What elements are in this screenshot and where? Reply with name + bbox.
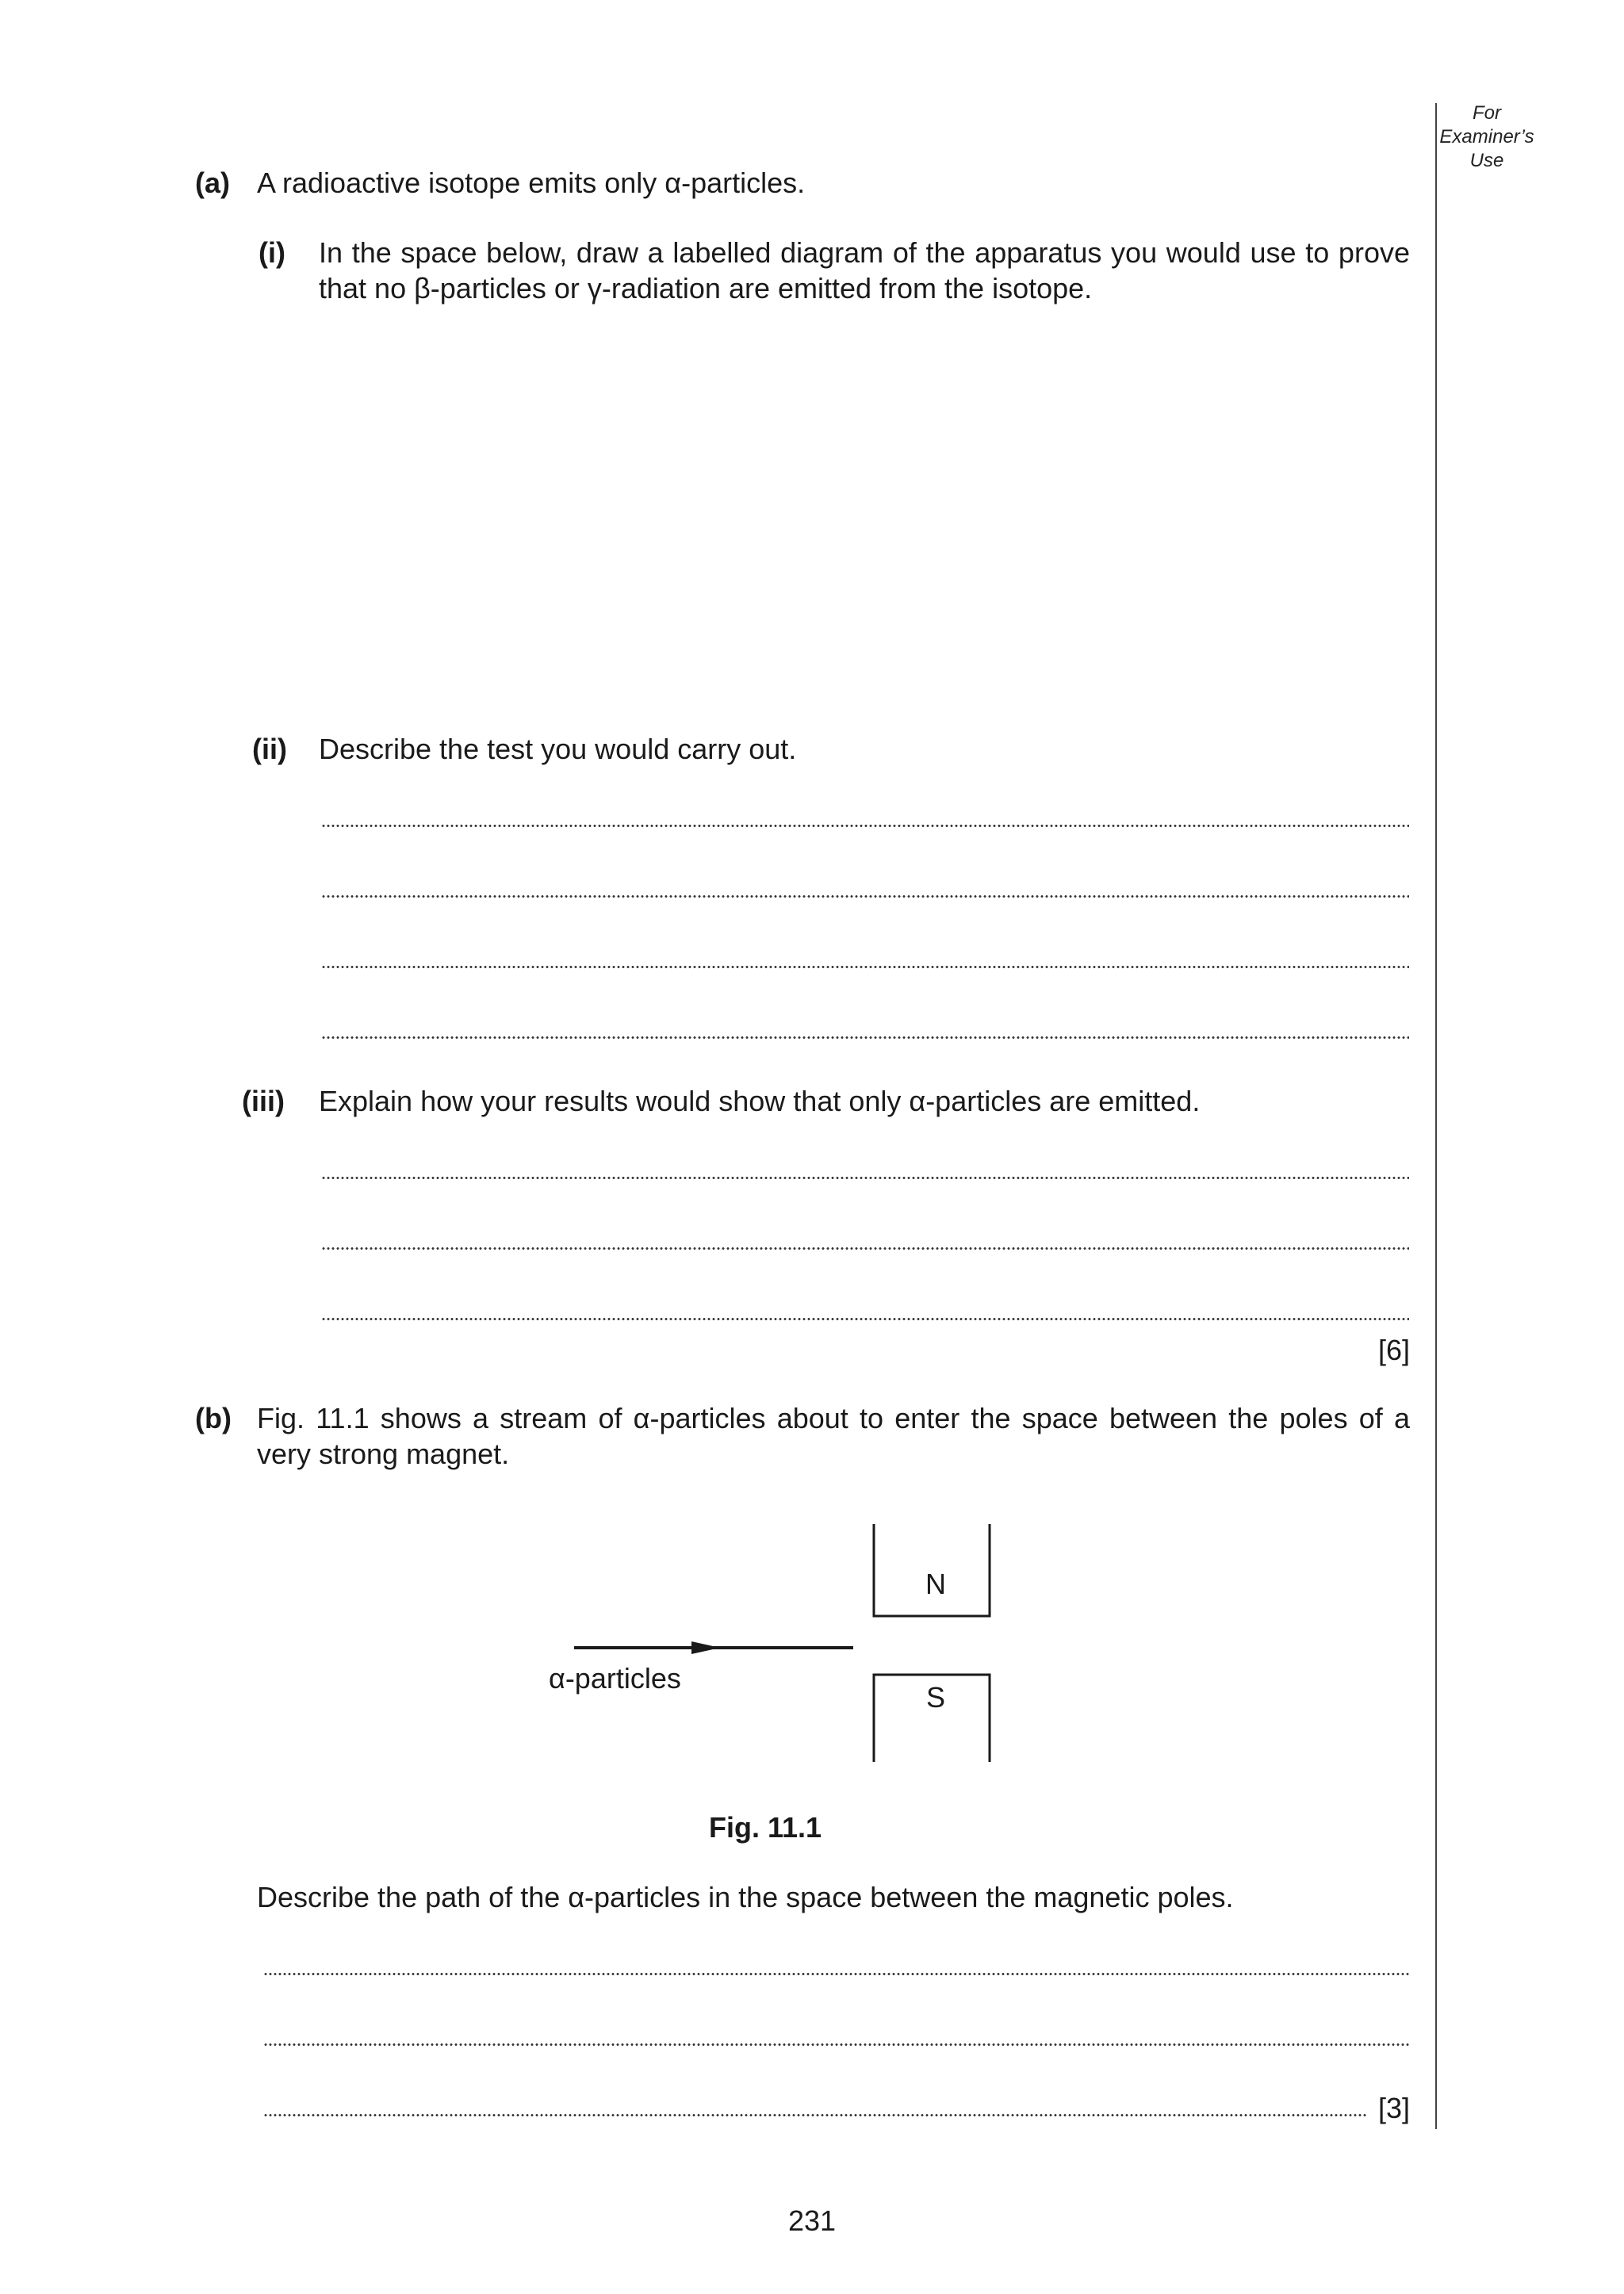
- beam-arrow-head: [691, 1641, 720, 1654]
- part-b-text: Fig. 11.1 shows a stream of α-particles about to enter the space between the poles of a very strong magnet.: [257, 1402, 1410, 1470]
- part-a-i-label: (i): [259, 236, 285, 269]
- part-a-ii-label: (ii): [252, 733, 287, 765]
- part-a-label: (a): [195, 167, 230, 199]
- part-b-marks: [3]: [1377, 2092, 1410, 2124]
- north-pole-label: N: [925, 1568, 946, 1600]
- page-number: 231: [787, 2204, 837, 2237]
- part-a-marks: [6]: [1377, 1334, 1410, 1366]
- answer-line-ii-4[interactable]: [321, 1036, 1409, 1039]
- south-pole-label: S: [925, 1681, 945, 1714]
- examiner-margin-rule: [1435, 103, 1437, 2129]
- examiner-note-line-2: Examiner’s: [1439, 126, 1534, 147]
- alpha-particles-label: α-particles: [549, 1662, 681, 1695]
- part-a-i-text: In the space below, draw a labelled diagram of the apparatus you would use to prove that no β-particles or γ-radiation are emitted from the isotope.: [319, 236, 1410, 304]
- answer-line-iii-1[interactable]: [321, 1177, 1409, 1179]
- examiner-note-line-3: Use: [1469, 150, 1504, 171]
- part-a-text: A radioactive isotope emits only α-particles.: [257, 167, 806, 199]
- fig-11-1-diagram: [539, 1515, 1015, 1768]
- answer-line-b-3[interactable]: [263, 2114, 1367, 2116]
- answer-line-ii-3[interactable]: [321, 966, 1409, 968]
- answer-line-ii-2[interactable]: [321, 895, 1409, 898]
- examiner-use-note: [1439, 101, 1534, 173]
- part-a-iii-label: (iii): [242, 1085, 285, 1117]
- part-b-question: Describe the path of the α-particles in the space between the magnetic poles.: [257, 1881, 1234, 1913]
- figure-caption: Fig. 11.1: [709, 1811, 822, 1844]
- examiner-note-line-1: For: [1473, 102, 1501, 124]
- answer-line-ii-1[interactable]: [321, 825, 1409, 827]
- diagram-drawing-space[interactable]: [319, 317, 1410, 714]
- answer-line-iii-2[interactable]: [321, 1247, 1409, 1250]
- answer-line-b-1[interactable]: [263, 1973, 1409, 1975]
- part-a-iii-text: Explain how your results would show that only α-particles are emitted.: [319, 1085, 1201, 1117]
- answer-line-iii-3[interactable]: [321, 1318, 1409, 1320]
- part-b-label: (b): [195, 1402, 232, 1434]
- answer-line-b-2[interactable]: [263, 2043, 1409, 2046]
- part-a-ii-text: Describe the test you would carry out.: [319, 733, 797, 765]
